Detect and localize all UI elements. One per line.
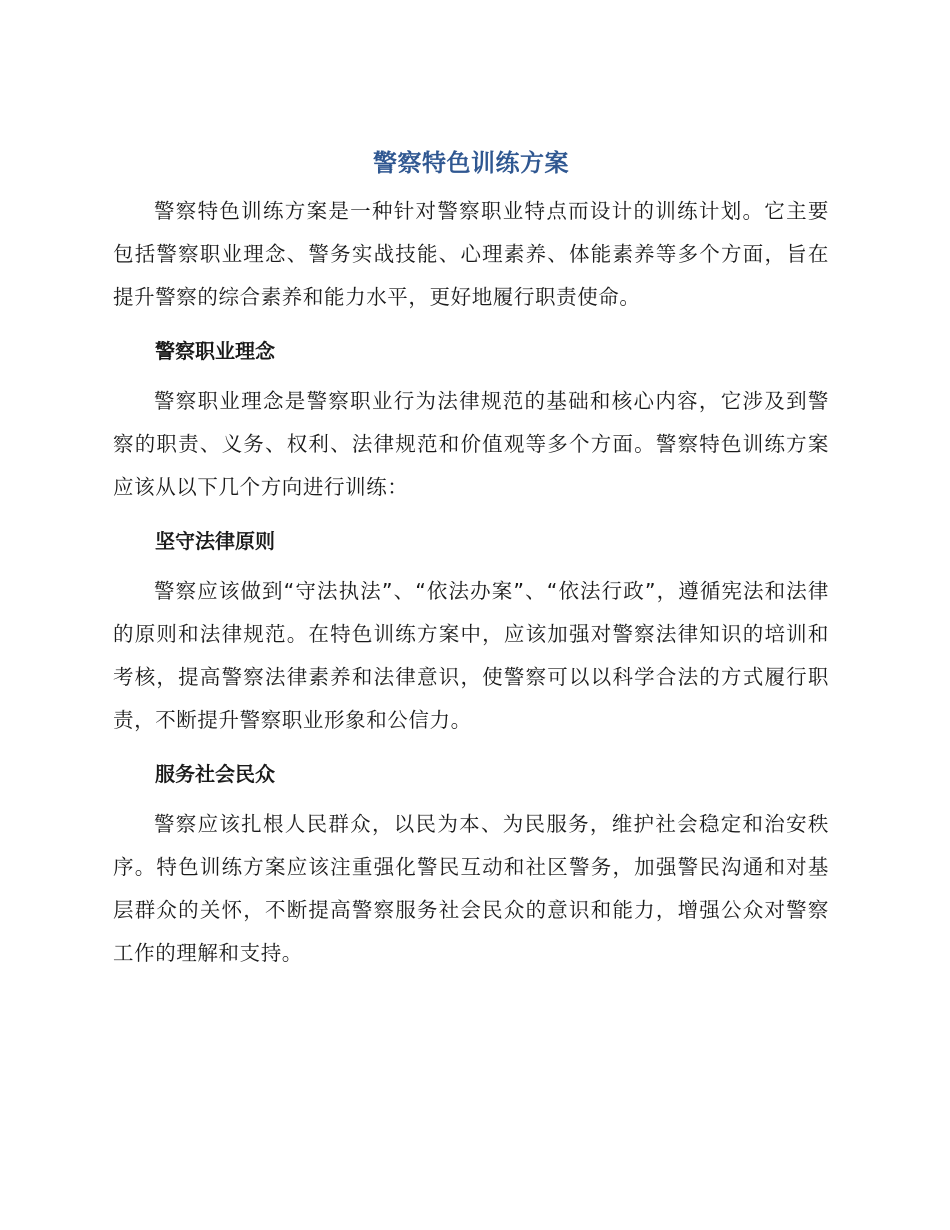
document-page <box>113 146 829 975</box>
section-professional-philosophy <box>113 331 829 509</box>
document-title: 警察特色训练方案 <box>373 149 569 177</box>
section-heading: 警察职业理念 <box>155 339 275 363</box>
intro-paragraph: 警察特色训练方案是一种针对警察职业特点而设计的训练计划。它主要包括警察职业理念、警务实战技能、心理素养、体能素养等多个方面，旨在提升警察的综合素养和能力水平，更好地履行职责使命。 <box>113 199 829 309</box>
section-body: 警察应该做到“守法执法”、“依法办案”、“依法行政”，遵循宪法和法律的原则和法律规范。在特色训练方案中，应该加强对警察法律知识的培训和考核，提高警察法律素养和法律意识，使警察可以以科学合法的方式履行职责，不断提升警察职业形象和公信力。 <box>113 579 829 732</box>
section-serve-public <box>113 754 829 975</box>
section-heading: 坚守法律原则 <box>155 529 275 553</box>
section-body: 警察应该扎根人民群众，以民为本、为民服务，维护社会稳定和治安秩序。特色训练方案应该注重强化警民互动和社区警务，加强警民沟通和对基层群众的关怀，不断提高警察服务社会民众的意识和能力，增强公众对警察工作的理解和支持。 <box>113 812 829 965</box>
section-uphold-law <box>113 521 829 742</box>
section-body: 警察职业理念是警察职业行为法律规范的基础和核心内容，它涉及到警察的职责、义务、权利、法律规范和价值观等多个方面。警察特色训练方案应该从以下几个方向进行训练： <box>113 389 829 499</box>
section-heading: 服务社会民众 <box>155 762 275 786</box>
